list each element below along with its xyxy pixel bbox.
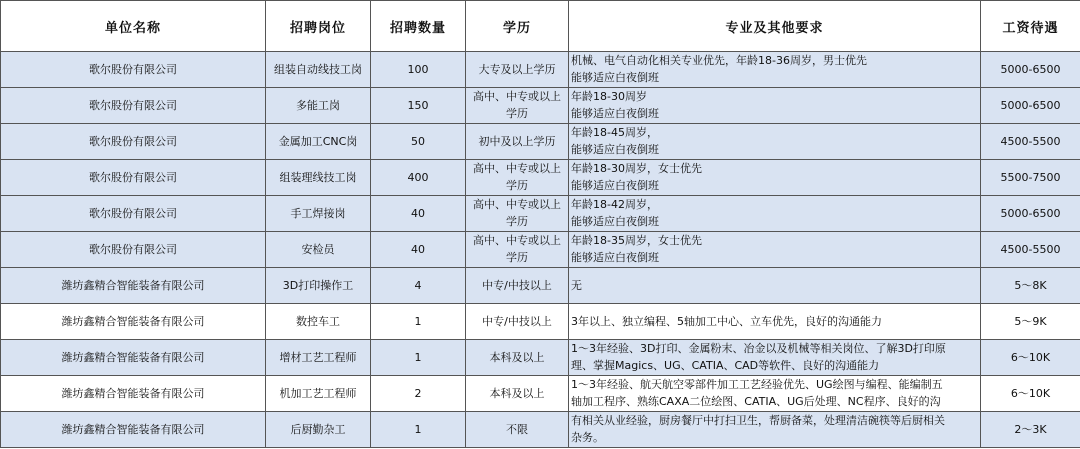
header-company: 单位名称: [1, 1, 266, 52]
requirements-line-2: 能够适应白夜倒班: [571, 143, 659, 156]
salary-cell: 5～9K: [981, 304, 1080, 340]
education-text: 高中、中专或以上学历: [473, 162, 561, 192]
header-salary: 工资待遇: [981, 1, 1080, 52]
position-cell: 组装理线技工岗: [266, 160, 371, 196]
requirements-line-2: 能够适应白夜倒班: [571, 107, 659, 120]
education-text: 高中、中专或以上学历: [473, 234, 561, 264]
education-cell: [466, 160, 569, 196]
requirements-line-1: 3年以上、独立编程、5轴加工中心、立车优先，良好的沟通能力: [571, 315, 882, 328]
company-cell: 歌尔股份有限公司: [1, 160, 266, 196]
header-position: 招聘岗位: [266, 1, 371, 52]
salary-cell: 4500-5500: [981, 124, 1080, 160]
company-cell: 歌尔股份有限公司: [1, 232, 266, 268]
position-cell: 后厨勤杂工: [266, 412, 371, 448]
education-cell: 中专/中技以上: [466, 304, 569, 340]
requirements-cell: [569, 196, 981, 232]
count-cell: 50: [371, 124, 466, 160]
count-cell: 150: [371, 88, 466, 124]
requirements-line-1: 无: [571, 279, 582, 292]
requirements-line-2: 能够适应白夜倒班: [571, 215, 659, 228]
count-cell: 40: [371, 196, 466, 232]
salary-cell: 5000-6500: [981, 196, 1080, 232]
education-cell: 初中及以上学历: [466, 124, 569, 160]
company-cell: 歌尔股份有限公司: [1, 52, 266, 88]
requirements-line-1: 年龄18-35周岁，女士优先: [571, 234, 702, 247]
requirements-line-1: 年龄18-42周岁，: [571, 198, 658, 211]
education-cell: [466, 88, 569, 124]
count-cell: 100: [371, 52, 466, 88]
position-cell: 增材工艺工程师: [266, 340, 371, 376]
education-cell: [466, 232, 569, 268]
header-education: 学历: [466, 1, 569, 52]
salary-cell: 6～10K: [981, 376, 1080, 412]
count-cell: 4: [371, 268, 466, 304]
table-row: [1, 412, 1080, 448]
position-cell: 多能工岗: [266, 88, 371, 124]
table-row: [1, 124, 1080, 160]
requirements-line-1: 年龄18-30周岁，女士优先: [571, 162, 702, 175]
requirements-cell: [569, 124, 981, 160]
table-row: [1, 196, 1080, 232]
table-row: [1, 52, 1080, 88]
count-cell: 400: [371, 160, 466, 196]
company-cell: 潍坊鑫精合智能装备有限公司: [1, 376, 266, 412]
count-cell: 40: [371, 232, 466, 268]
salary-cell: 4500-5500: [981, 232, 1080, 268]
education-cell: 大专及以上学历: [466, 52, 569, 88]
requirements-cell: [569, 340, 981, 376]
requirements-cell: [569, 268, 981, 304]
requirements-cell: [569, 160, 981, 196]
header-requirements: 专业及其他要求: [569, 1, 981, 52]
requirements-line-1: 1～3年经验、3D打印、金属粉末、冶金以及机械等相关岗位、了解3D打印原: [571, 342, 946, 355]
count-cell: 1: [371, 340, 466, 376]
table-row: [1, 160, 1080, 196]
position-cell: 金属加工CNC岗: [266, 124, 371, 160]
position-cell: 安检员: [266, 232, 371, 268]
education-cell: [466, 196, 569, 232]
position-cell: 手工焊接岗: [266, 196, 371, 232]
requirements-line-2: 能够适应白夜倒班: [571, 179, 659, 192]
education-cell: 本科及以上: [466, 340, 569, 376]
position-cell: 3D打印操作工: [266, 268, 371, 304]
salary-cell: 6～10K: [981, 340, 1080, 376]
salary-cell: 5000-6500: [981, 88, 1080, 124]
education-cell: 不限: [466, 412, 569, 448]
requirements-cell: [569, 88, 981, 124]
education-text: 高中、中专或以上学历: [473, 198, 561, 228]
company-cell: 歌尔股份有限公司: [1, 124, 266, 160]
requirements-line-1: 机械、电气自动化相关专业优先，年龄18-36周岁，男士优先: [571, 54, 867, 67]
requirements-line-1: 年龄18-45周岁，: [571, 126, 658, 139]
salary-cell: 5～8K: [981, 268, 1080, 304]
requirements-line-2: 杂务。: [571, 431, 604, 444]
count-cell: 1: [371, 304, 466, 340]
company-cell: 潍坊鑫精合智能装备有限公司: [1, 412, 266, 448]
requirements-line-2: 轴加工程序、熟练CAXA二位绘图、CATIA、UG后处理、NC程序、良好的沟: [571, 395, 941, 408]
requirements-cell: [569, 376, 981, 412]
requirements-line-2: 理、掌握Magics、UG、CATIA、CAD等软件、良好的沟通能力: [571, 359, 880, 372]
position-cell: 机加工艺工程师: [266, 376, 371, 412]
education-text: 高中、中专或以上学历: [473, 90, 561, 120]
count-cell: 2: [371, 376, 466, 412]
education-cell: 本科及以上: [466, 376, 569, 412]
salary-cell: 2～3K: [981, 412, 1080, 448]
table-row: [1, 268, 1080, 304]
salary-cell: 5000-6500: [981, 52, 1080, 88]
count-cell: 1: [371, 412, 466, 448]
table-row: [1, 88, 1080, 124]
position-cell: 数控车工: [266, 304, 371, 340]
company-cell: 潍坊鑫精合智能装备有限公司: [1, 340, 266, 376]
table-header-row: [1, 1, 1080, 52]
requirements-cell: [569, 52, 981, 88]
requirements-line-2: 能够适应白夜倒班: [571, 251, 659, 264]
company-cell: 歌尔股份有限公司: [1, 196, 266, 232]
company-cell: 歌尔股份有限公司: [1, 88, 266, 124]
requirements-line-2: 能够适应白夜倒班: [571, 71, 659, 84]
company-cell: 潍坊鑫精合智能装备有限公司: [1, 268, 266, 304]
table-row: [1, 232, 1080, 268]
requirements-line-1: 年龄18-30周岁: [571, 90, 647, 103]
company-cell: 潍坊鑫精合智能装备有限公司: [1, 304, 266, 340]
requirements-cell: [569, 232, 981, 268]
table-row: [1, 304, 1080, 340]
education-cell: 中专/中技以上: [466, 268, 569, 304]
table-row: [1, 340, 1080, 376]
requirements-cell: [569, 412, 981, 448]
header-count: 招聘数量: [371, 1, 466, 52]
table-row: [1, 376, 1080, 412]
requirements-line-1: 1～3年经验、航天航空零部件加工工艺经验优先、UG绘图与编程、能编制五: [571, 378, 943, 391]
salary-cell: 5500-7500: [981, 160, 1080, 196]
position-cell: 组装自动线技工岗: [266, 52, 371, 88]
requirements-line-1: 有相关从业经验，厨房餐厅中打扫卫生，帮厨备菜，处理清洁碗筷等后厨相关: [571, 414, 945, 427]
requirements-cell: [569, 304, 981, 340]
